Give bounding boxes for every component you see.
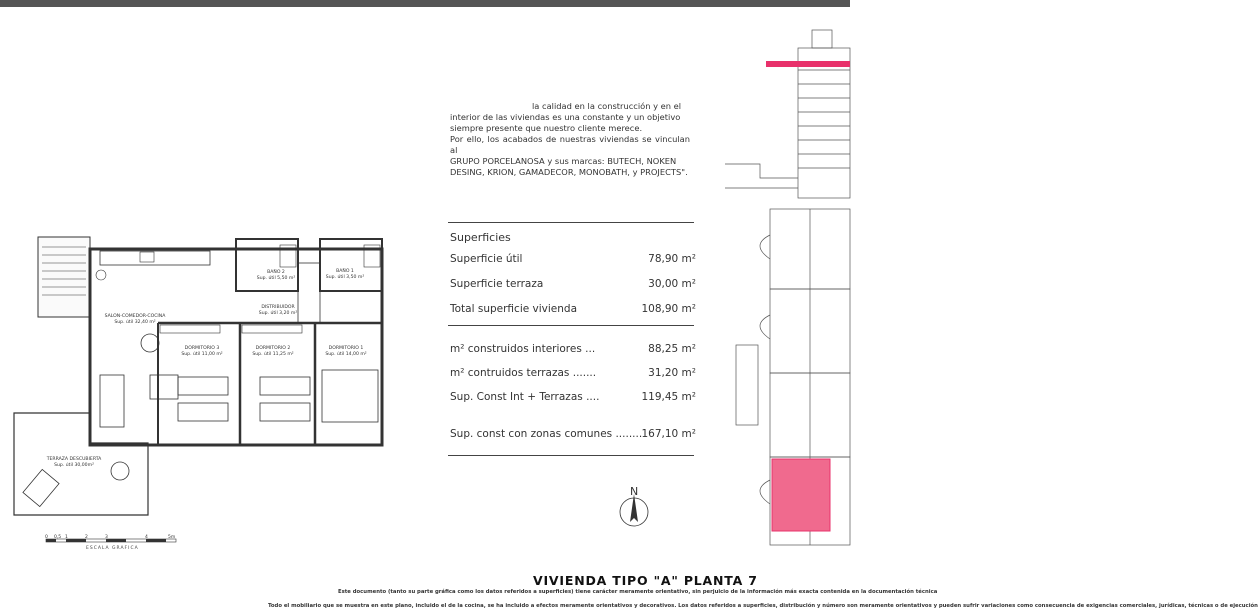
room-area: Sup. útil 11,25 m² bbox=[252, 352, 294, 357]
intro-line: Por ello, los acabados de nuestras viviendas se vinculan al bbox=[450, 134, 690, 155]
room-name: DORMITORIO 1 bbox=[328, 346, 364, 351]
disclaimer-line: Todo el mobiliario que se muestra en este plano, incluido el de la cocina, se ha incluido a efectos meramente orientativos y decorativos. Los datos referidos a superficies, distribución y número son meramente orientativos y pueden sufrir variaciones como consecuencia de exigencias comerciales, jurídicas, técnicas o de ejecución bbox=[268, 603, 1258, 609]
area-label: m² contruidos terrazas ....... bbox=[450, 367, 597, 379]
room-name: DORMITORIO 3 bbox=[184, 346, 220, 351]
terrace-table bbox=[111, 462, 129, 480]
superficies-title: Superficies bbox=[450, 231, 511, 244]
room-name: DISTRIBUIDOR bbox=[261, 305, 295, 310]
room-area: Sup. útil 32,40 m² bbox=[114, 320, 156, 325]
area-value: 88,25 m² bbox=[648, 343, 696, 355]
room-name: DORMITORIO 2 bbox=[255, 346, 291, 351]
intro-line: GRUPO PORCELANOSA y sus marcas: BUTECH, NOKEN bbox=[450, 156, 677, 166]
wardrobe-2 bbox=[242, 325, 302, 333]
intro-line: DESING, KRION, GAMADECOR, MONOBATH, y PROJECTS". bbox=[450, 167, 688, 177]
intro-line: siempre presente que nuestro cliente merece. bbox=[450, 123, 643, 133]
table-mid-rule bbox=[448, 325, 694, 326]
bed-2b bbox=[260, 403, 310, 421]
disclaimer-line: Este documento (tanto su parte gráfica como los datos referidos a superficies) tiene carácter meramente orientativo, sin perjuicio de la información más exacta contenida en la documentación técnica bbox=[338, 589, 938, 595]
bed-3b bbox=[178, 403, 228, 421]
kitchen-counter bbox=[100, 251, 210, 265]
unit-highlight bbox=[772, 459, 830, 531]
room-area: Sup. útil 5,50 m² bbox=[256, 276, 296, 281]
scale-label: ESCALA GRAFICA bbox=[86, 546, 139, 551]
room-name: BAÑO 2 bbox=[267, 270, 285, 275]
room-area: Sup. útil 30,00m² bbox=[54, 463, 94, 468]
distributor-walls bbox=[298, 263, 320, 323]
sofa bbox=[100, 375, 124, 427]
table-bottom-rule bbox=[448, 455, 694, 456]
site-plan bbox=[732, 205, 850, 555]
floor-highlight bbox=[766, 61, 850, 67]
room-area: Sup. útil 14,00 m² bbox=[325, 352, 367, 357]
intro-line: interior de las viviendas es una constante y un objetivo bbox=[450, 112, 681, 122]
kitchen-sink bbox=[140, 252, 154, 262]
area-label: m² construidos interiores ... bbox=[450, 343, 596, 355]
intro-text bbox=[450, 101, 690, 178]
scale-bar bbox=[44, 533, 184, 547]
scale-tick: 3 bbox=[105, 535, 108, 540]
top-bar bbox=[0, 0, 850, 7]
table-top-rule bbox=[448, 222, 694, 223]
area-label: Sup. Const Int + Terrazas .... bbox=[450, 391, 600, 403]
room-name: SALON-COMEDOR-COCINA bbox=[104, 314, 166, 319]
bed-1 bbox=[322, 370, 378, 422]
room-area: Sup. útil 11,00 m² bbox=[181, 352, 223, 357]
page-title: VIVIENDA TIPO "A" PLANTA 7 bbox=[533, 573, 758, 588]
north-compass bbox=[618, 486, 658, 546]
area-value: 30,00 m² bbox=[648, 278, 696, 290]
armchair bbox=[150, 375, 178, 399]
sunbed bbox=[23, 469, 59, 506]
bath-1-walls bbox=[320, 239, 382, 291]
floor-plan bbox=[0, 225, 400, 555]
scale-tick: 1 bbox=[65, 535, 68, 540]
bath-2-walls bbox=[236, 239, 298, 291]
building-elevation bbox=[720, 18, 850, 198]
room-area: Sup. útil 3,50 m² bbox=[325, 275, 365, 280]
scale-tick: 0,5 bbox=[54, 535, 62, 540]
room-area: Sup. útil 3,20 m² bbox=[258, 311, 298, 316]
dining-table bbox=[141, 334, 159, 352]
room-name: BAÑO 1 bbox=[336, 269, 354, 274]
area-value: 108,90 m² bbox=[641, 303, 696, 315]
hob bbox=[96, 270, 106, 280]
scale-tick: 4 bbox=[145, 535, 148, 540]
stair-block bbox=[38, 237, 90, 317]
scale-tick: 0 bbox=[45, 535, 48, 540]
intro-line: la calidad en la construcción y en el bbox=[532, 101, 682, 111]
bed-3a bbox=[178, 377, 228, 395]
compass-label: N bbox=[630, 485, 639, 498]
scale-tick: 2 bbox=[85, 535, 88, 540]
area-label: Total superficie vivienda bbox=[450, 303, 578, 315]
area-value: 167,10 m² bbox=[641, 428, 696, 440]
area-label: Sup. const con zonas comunes ........ bbox=[450, 428, 643, 440]
area-value: 78,90 m² bbox=[648, 253, 696, 265]
room-name: TERRAZA DESCUBIERTA bbox=[46, 457, 102, 462]
area-label: Superficie útil bbox=[450, 253, 523, 265]
bed-2a bbox=[260, 377, 310, 395]
area-value: 119,45 m² bbox=[641, 391, 696, 403]
area-value: 31,20 m² bbox=[648, 367, 696, 379]
wardrobe-3 bbox=[160, 325, 220, 333]
area-label: Superficie terraza bbox=[450, 278, 544, 290]
scale-tick: 5m bbox=[168, 535, 176, 540]
